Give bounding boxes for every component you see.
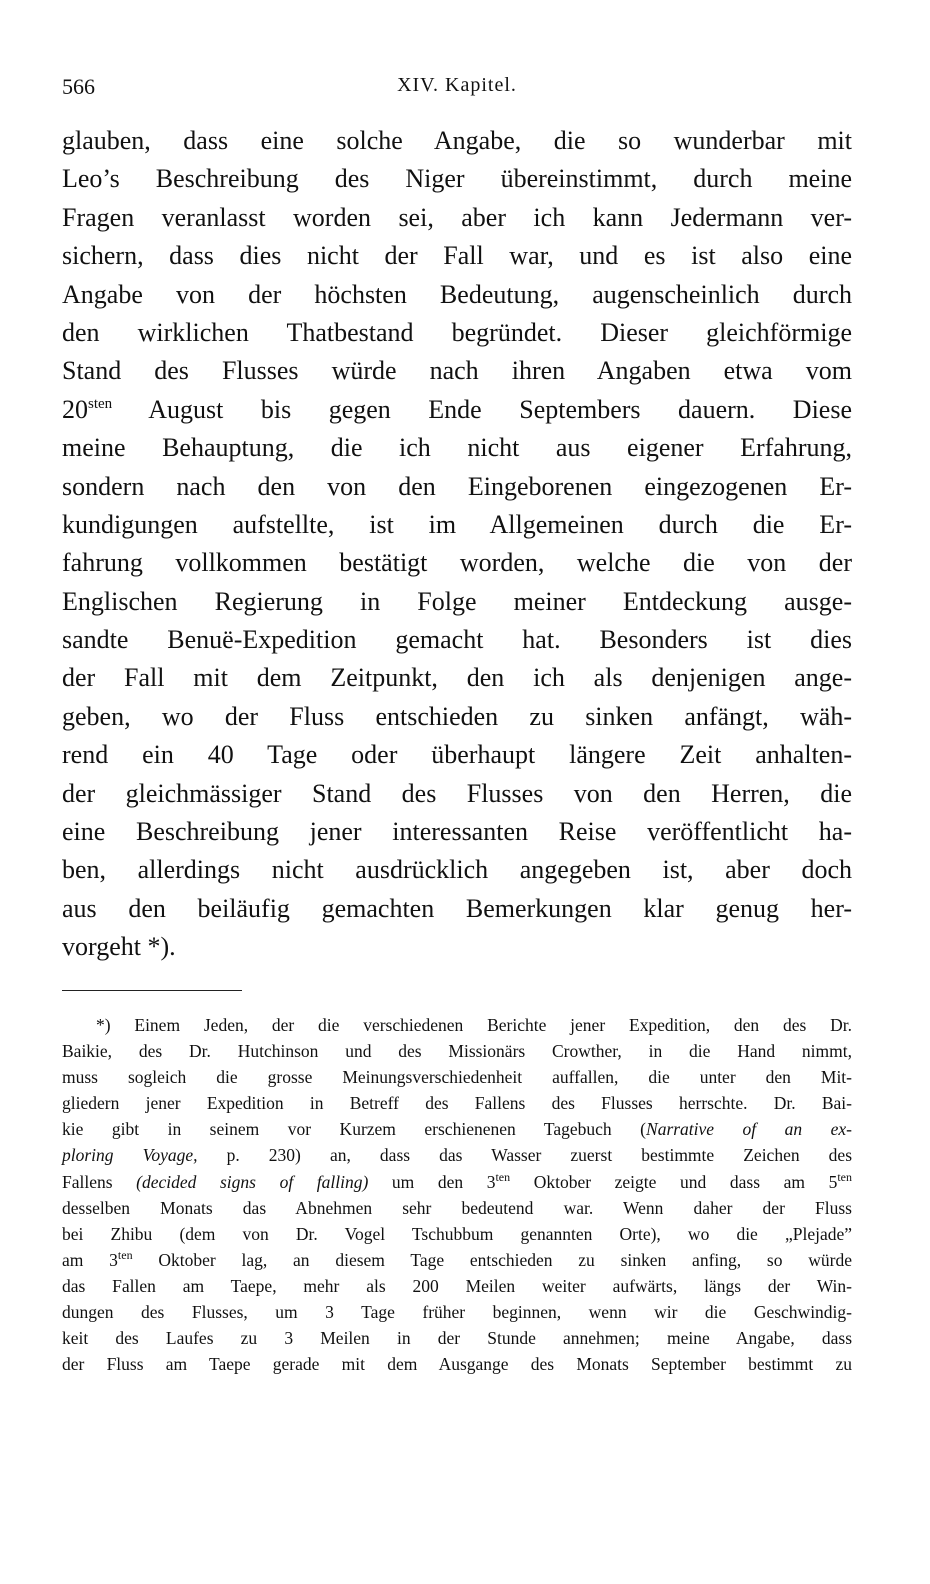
running-head: XIV. Kapitel. (397, 74, 517, 96)
text-line: Leo’s Beschreibung des Niger übereinstimmt, durch meine (62, 164, 852, 194)
text-line: fahrung vollkommen bestätigt worden, welche die von der (62, 548, 852, 578)
footnote-line: keit des Laufes zu 3 Meilen in der Stunde annehmen; meine Angabe, dass (62, 1328, 852, 1349)
footnote-line (62, 1247, 852, 1273)
text-line: sandte Benuë-Expedition gemacht hat. Besonders ist dies (62, 625, 852, 655)
footnote-line: gliedern jener Expedition in Betreff des Fallens des Flusses herrschte. Dr. Bai- (62, 1093, 852, 1114)
text-line: der gleichmässiger Stand des Flusses von den Herren, die (62, 778, 852, 808)
footnote-rule (62, 990, 242, 991)
footnote (62, 1012, 852, 1377)
text-line: rend ein 40 Tage oder überhaupt längere Zeit anhalten- (62, 740, 852, 770)
text-line: glauben, dass eine solche Angabe, die so wunderbar mit (62, 126, 852, 155)
text-line: Englischen Regierung in Folge meiner Entdeckung ausge- (62, 586, 852, 616)
text-line: Angabe von der höchsten Bedeutung, augenscheinlich durch (62, 279, 852, 309)
text-line: meine Behauptung, die ich nicht aus eigener Erfahrung, (62, 433, 852, 463)
text-fragment: um den (368, 1171, 487, 1192)
text-line: sondern nach den von den Eingeborenen eingezogenen Er- (62, 471, 852, 501)
superscript: ten (837, 1169, 852, 1184)
text-fragment: 3 (486, 1171, 496, 1192)
text-line: sichern, dass dies nicht der Fall war, und es ist also eine (62, 241, 852, 271)
text-line: Stand des Flusses würde nach ihren Angaben etwa vom (62, 356, 852, 386)
text-fragment: am 3 (62, 1249, 118, 1270)
text-line: eine Beschreibung jener interessanten Reise veröffentlicht ha- (62, 817, 852, 847)
text-fragment: p. 230) an, dass das Wasser zuerst bestimmte Zeichen des (197, 1145, 852, 1166)
text-line: den wirklichen Thatbestand begründet. Dieser gleichförmige (62, 317, 852, 347)
text-line: Fragen veranlasst worden sei, aber ich kann Jedermann ver- (62, 202, 852, 232)
footnote-line: muss sogleich die grosse Meinungsverschiedenheit auffallen, die unter den Mit- (62, 1067, 852, 1088)
text-fragment: 20 (62, 394, 88, 424)
text-line: kundigungen aufstellte, ist im Allgemeinen durch die Er- (62, 509, 852, 539)
italic-text: Narrative of an ex- (646, 1119, 853, 1140)
footnote-line (62, 1116, 852, 1142)
text-line: der Fall mit dem Zeitpunkt, den ich als denjenigen ange- (62, 663, 852, 693)
superscript: ten (495, 1169, 511, 1184)
text-line: geben, wo der Fluss entschieden zu sinken anfängt, wäh- (62, 701, 852, 731)
superscript: sten (88, 395, 113, 412)
italic-text: ploring Voyage, (62, 1145, 198, 1166)
text-line (62, 391, 852, 429)
text-line: aus den beiläufig gemachten Bemerkungen klar genug her- (62, 893, 852, 923)
text-fragment: Oktober lag, an diesem Tage entschieden zu sinken anfing, so würde (132, 1249, 852, 1270)
text-fragment: Oktober zeigte und dass am (510, 1171, 829, 1192)
text-fragment: Fallens (62, 1171, 137, 1192)
text-fragment: kie gibt in seinem vor Kurzem erschienenen Tagebuch ( (62, 1119, 647, 1140)
footnote-line: desselben Monats das Abnehmen sehr bedeutend war. Wenn daher der Fluss (62, 1197, 852, 1218)
text-fragment: August bis gegen Ende Septembers dauern. Diese (112, 394, 852, 424)
footnote-line (62, 1169, 852, 1195)
footnote-line: Baikie, des Dr. Hutchinson und des Missionärs Crowther, in die Hand nimmt, (62, 1041, 852, 1062)
superscript: ten (117, 1247, 133, 1262)
text-line: vorgeht *). (62, 932, 176, 962)
text-fragment: 5 (828, 1171, 838, 1192)
footnote-line: dungen des Flusses, um 3 Tage früher beginnen, wenn wir die Geschwindig- (62, 1302, 852, 1323)
italic-text: (decided signs of falling) (136, 1171, 369, 1192)
page-header (62, 74, 852, 104)
page-number: 566 (62, 74, 95, 99)
footnote-line: das Fallen am Taepe, mehr als 200 Meilen weiter aufwärts, längs der Win- (62, 1275, 852, 1296)
footnote-line: der Fluss am Taepe gerade mit dem Ausgange des Monats September bestimmt zu (62, 1354, 852, 1375)
text-line: ben, allerdings nicht ausdrücklich angegeben ist, aber doch (62, 855, 852, 885)
footnote-line: *) Einem Jeden, der die verschiedenen Berichte jener Expedition, den des Dr. (96, 1015, 852, 1035)
main-text (62, 122, 852, 967)
footnote-line (62, 1142, 852, 1168)
footnote-line: bei Zhibu (dem von Dr. Vogel Tschubbum genannten Orte), wo die „Plejade” (62, 1223, 852, 1244)
